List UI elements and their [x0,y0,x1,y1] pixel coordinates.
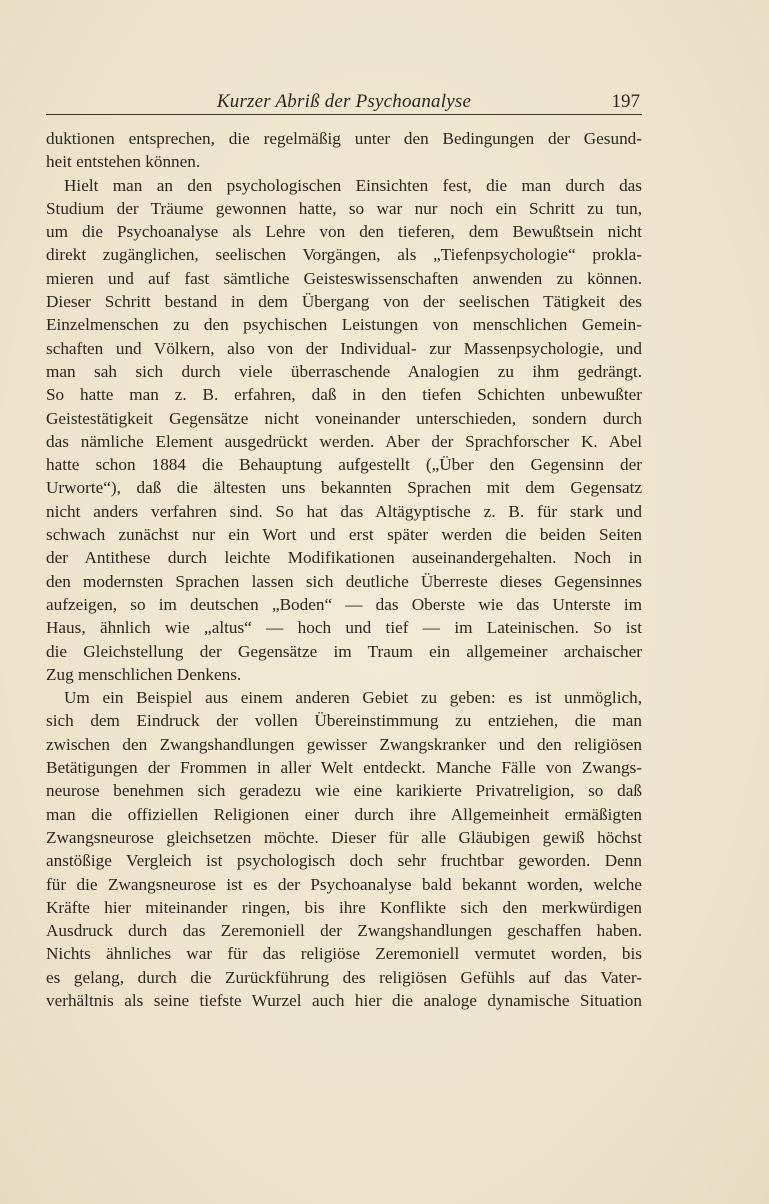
text-line: schaften und Völkern, also von der Individual- zur Massenpsychologie, und [46,338,642,358]
text-line: das nämliche Element ausgedrückt werden. Aber der Sprachforscher K. Abel [46,431,642,451]
text-line: für die Zwangsneurose ist es der Psychoanalyse bald bekannt worden, welche [46,874,642,894]
text-line: um die Psychoanalyse als Lehre von den tieferen, dem Bewußtsein nicht [46,222,642,242]
text-line: man die offiziellen Religionen einer durch ihre Allgemeinheit ermäßigten [46,804,642,824]
text-line: duktionen entsprechen, die regelmäßig unter den Bedingungen der Gesund- [46,129,642,148]
text-line: schwach zunächst nur ein Wort und erst später werden die beiden Seiten [46,525,642,545]
text-line: Dieser Schritt bestand in dem Übergang von der seelischen Tätigkeit des [46,292,642,312]
text-line: Um ein Beispiel aus einem anderen Gebiet zu geben: es ist unmöglich, [64,688,642,708]
text-line: nicht anders verfahren sind. So hat das Altägyptische z. B. für stark und [46,501,642,521]
text-line: den modernsten Sprachen lassen sich deutliche Überreste dieses Gegensinnes [46,571,642,591]
text-line: es gelang, durch die Zurückführung des religiösen Gefühls auf das Vater- [46,967,642,987]
text-line: neurose benehmen sich geradezu wie eine karikierte Privatreligion, so daß [46,781,642,801]
text-line: sich dem Eindruck der vollen Übereinstimmung zu entziehen, die man [46,711,642,731]
text-line: Studium der Träume gewonnen hatte, so war nur noch ein Schritt zu tun, [46,198,642,218]
text-line: verhältnis als seine tiefste Wurzel auch hier die analoge dynamische Situation [46,990,642,1010]
text-line: Betätigungen der Frommen in aller Welt entdeckt. Manche Fälle von Zwangs- [46,758,642,778]
text-line: die Gleichstellung der Gegensätze im Traum ein allgemeiner archaischer [46,641,642,661]
text-line: der Antithese durch leichte Modifikationen auseinandergehalten. Noch in [46,548,642,568]
text-line: mieren und auf fast sämtliche Geisteswissenschaften anwenden zu können. [46,268,642,288]
text-line: So hatte man z. B. erfahren, daß in den tiefen Schichten unbewußter [46,385,642,405]
text-line: Einzelmenschen zu den psychischen Leistungen von menschlichen Gemein- [46,315,642,335]
text-line: Geistestätigkeit Gegensätze nicht voneinander unterschieden, sondern durch [46,408,642,428]
text-line: Ausdruck durch das Zeremoniell der Zwangshandlungen geschaffen haben. [46,921,642,941]
running-title: Kurzer Abriß der Psychoanalyse [216,91,472,112]
text-line: man sah sich durch viele überraschende Analogien zu ihm gedrängt. [46,361,642,381]
running-head [46,88,642,115]
text-line: heit entstehen können. [46,152,201,172]
page-number: 197 [611,91,640,112]
text-line: Hielt man an den psychologischen Einsichten fest, die man durch das [64,175,642,195]
text-line: Kräfte hier miteinander ringen, bis ihre Konflikte sich den merkwürdigen [46,897,642,917]
text-line: Zwangsneurose gleichsetzen möchte. Dieser für alle Gläubigen gewiß höchst [46,827,642,847]
text-line: Zug menschlichen Denkens. [46,664,242,684]
body-text [46,127,642,1012]
text-line: anstößige Vergleich ist psychologisch doch sehr fruchtbar geworden. Denn [46,851,642,871]
text-line: hatte schon 1884 die Behauptung aufgestellt („Über den Gegensinn der [46,455,642,475]
text-line: Nichts ähnliches war für das religiöse Zeremoniell vermutet worden, bis [46,944,642,964]
text-line: zwischen den Zwangshandlungen gewisser Zwangskranker und den religiösen [46,734,642,754]
text-line: aufzeigen, so im deutschen „Boden“ — das Oberste wie das Unterste im [46,594,642,614]
text-line: direkt zugänglichen, seelischen Vorgängen, als „Tiefenpsychologie“ prokla- [46,245,642,265]
text-line: Urworte“), daß die ältesten uns bekannten Sprachen mit dem Gegensatz [46,478,642,498]
text-line: Haus, ähnlich wie „altus“ — hoch und tief — im Lateinischen. So ist [46,618,642,638]
